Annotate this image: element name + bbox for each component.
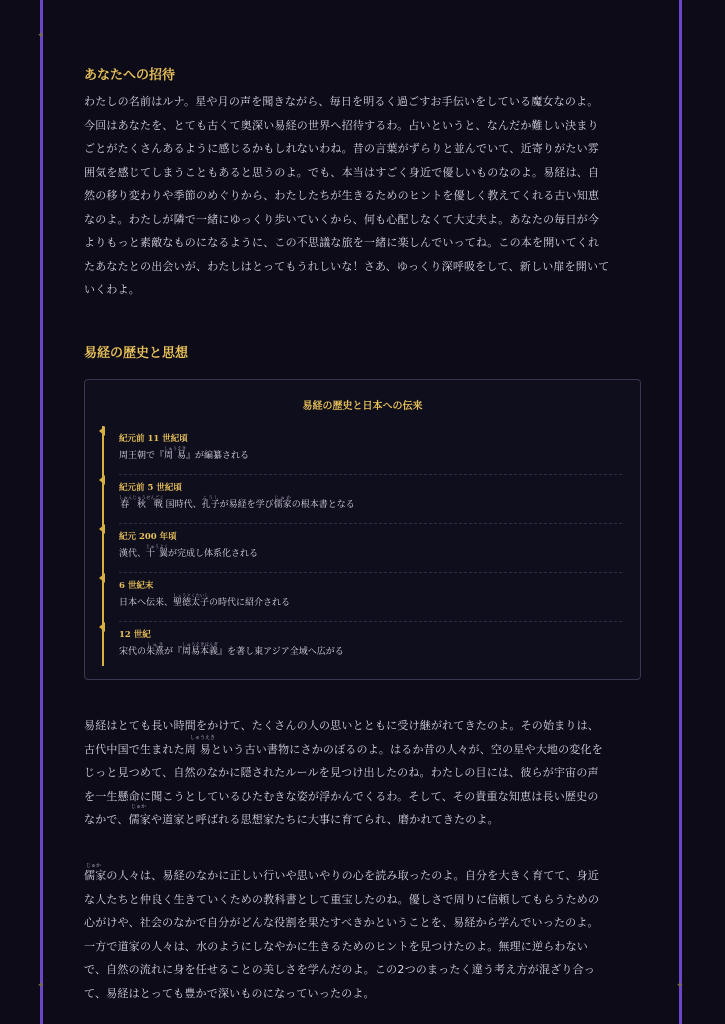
page-border-right <box>679 0 682 1024</box>
timeline-marker-icon <box>99 573 105 583</box>
text-line: 囲気を感じてしまうこともあると思うのよ。でも、本当はすごく身近で優しいものなのよ。易経は、自 <box>84 165 600 179</box>
text-line: たあなたとの出会いが、わたしはとってもうれしいな！さあ、ゆっくり深呼吸をして、新しい扉を開いて <box>84 259 610 273</box>
section-heading: 易経の歴史と思想 <box>84 346 189 361</box>
text-line: 古代中国で生まれた周 易という古い書物にさかのぼるのよ。はるか昔の人々が、空の星や大地の変化を <box>84 742 603 756</box>
text-line: 心がけや、社会のなかで自分がどんな役割を果たすべきかということを、易経から学んでいったのよ。 <box>84 916 599 929</box>
timeline-description: 周王朝で『周 易しゅうえき』が編纂される <box>119 447 249 461</box>
timeline-description: 宋代の朱熹しゅきが『周易本義しゅうえきほんぎ』を著し東アジア全域へ広がる <box>119 643 344 657</box>
text-line: 然の移り変わりや季節のめぐりから、わたしたちが生きるためのヒントを優しく教えてくれる古い知恵 <box>84 189 600 202</box>
text-line: よりもっと素敵なものになるように、この不思議な旅を一緒に楽しんでいってね。この本を開いてくれ <box>84 236 600 249</box>
furigana: じゅか <box>86 863 102 869</box>
text-line: な人たちと仲良く生きていくための教科書として重宝したのね。優しさで周りに信頼してもらうための <box>84 892 600 906</box>
text-line: いくわよ。 <box>84 283 140 296</box>
text-line: て、易経はとっても豊かで深いものになっていったのよ。 <box>84 986 375 1000</box>
text-line: ごとがたくさんあるように感じるかもしれないわね。昔の言葉がずらりと並んでいて、近寄りがたい雰 <box>84 142 599 155</box>
furigana: しゅうえき <box>190 735 216 741</box>
timeline-era: 紀元前 11 世紀頃 <box>119 434 188 444</box>
timeline-era: 紀元 200 年頃 <box>119 532 177 542</box>
text-line: 易経はとても長い時間をかけて、たくさんの人の思いとともに受け継がれてきたのよ。その始まりは、 <box>84 719 599 732</box>
timeline-item <box>119 524 622 573</box>
timeline-era: 紀元前 5 世紀頃 <box>119 483 182 493</box>
star-ornament-icon: ✦ <box>676 981 684 991</box>
timeline-box <box>84 379 641 680</box>
text-line: で、自然の流れに身を任せることの美しさを学んだのよ。この2つのまったく違う考え方が混ざり合っ <box>84 963 595 976</box>
timeline-marker-icon <box>99 622 105 632</box>
timeline-item <box>119 573 622 622</box>
section-heading: あなたへの招待 <box>84 68 176 83</box>
page-border-left <box>40 0 43 1024</box>
furigana: じゅか <box>131 804 147 810</box>
intro-section <box>84 66 640 302</box>
text-line: 今回はあなたを、とても古くて奥深い易経の世界へ招待するわ。占いというと、なんだか難しい決まり <box>84 118 599 132</box>
text-line: を一生懸命に聞こうとしているひたむきな姿が浮かんでくるわ。そして、その貴重な知恵は長い歴史の <box>84 789 599 803</box>
timeline-description: 漢代、十 翼じゅうよくが完成し体系化される <box>119 545 258 559</box>
timeline-item <box>119 475 622 524</box>
timeline-description: 春 秋 戦しゅんじゅうせんごく 国時代、孔子こうしが易経を学び儒家じゅかの根本書となる <box>119 496 355 510</box>
timeline-era: 6 世紀末 <box>119 581 154 591</box>
text-line: 儒家の人々は、易経のなかに正しい行いや思いやりの心を読み取ったのよ。自分を大きく育てて、身近 <box>84 869 599 882</box>
history-paragraph <box>84 714 640 832</box>
timeline-marker-icon <box>99 475 105 485</box>
philosophy-paragraph <box>84 864 640 1005</box>
text-line: じっと見つめて、自然のなかに隠されたルールを見つけ出したのね。わたしの目には、彼らが宇宙の声 <box>84 766 599 779</box>
timeline-title: 易経の歴史と日本への伝来 <box>302 401 423 412</box>
timeline-marker-icon <box>99 426 105 436</box>
text-line: なかで、儒家や道家と呼ばれる思想家たちに大事に育てられ、磨かれてきたのよ。 <box>84 813 499 826</box>
history-section <box>84 344 640 364</box>
text-line: わたしの名前はルナ。星や月の声を聞きながら、毎日を明るく過ごすお手伝いをしている魔女なのよ。 <box>84 95 599 108</box>
star-ornament-icon: ✦ <box>37 31 45 41</box>
timeline-marker-icon <box>99 524 105 534</box>
star-ornament-icon: ✦ <box>37 981 45 991</box>
timeline-era: 12 世紀 <box>119 630 151 640</box>
timeline-item <box>119 426 622 475</box>
text-line: 一方で道家の人々は、水のようにしなやかに生きるためのヒントを見つけたのよ。無理に逆らわない <box>84 939 588 953</box>
text-line: なのよ。わたしが隣で一緒にゆっくり歩いていくから、何も心配しなくて大丈夫よ。あなたの毎日が今 <box>84 212 600 226</box>
timeline-description: 日本へ伝来、聖徳太子しょうとくたいしの時代に紹介される <box>119 594 291 608</box>
intro-paragraph <box>84 90 640 302</box>
timeline-item <box>119 622 622 670</box>
